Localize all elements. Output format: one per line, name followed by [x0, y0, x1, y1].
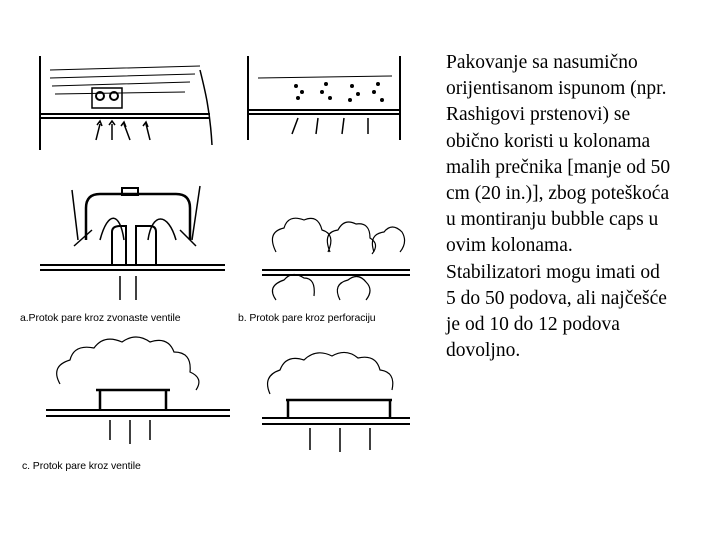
- sieve-plate-drawing: [262, 218, 410, 300]
- text-line: je od 10 do 12 podova: [446, 314, 620, 336]
- packing-section-left: [40, 56, 212, 150]
- text-line: dovoljno.: [446, 340, 521, 362]
- text-line: Stabilizatori mogu imati od: [446, 261, 660, 283]
- valve-tray-right-drawing: [262, 352, 410, 452]
- text-line: u montiranju bubble caps u: [446, 209, 659, 231]
- text-line: Pakovanje sa nasumično: [446, 52, 638, 73]
- caption-perforation: b. Protok pare kroz perforaciju: [238, 312, 376, 324]
- description-text: [446, 50, 714, 364]
- text-line: orijentisanom ispunom (npr.: [446, 78, 667, 100]
- text-line: Rashigovi prstenovi) se: [446, 104, 631, 126]
- caption-bubble-cap: a.Protok pare kroz zvonaste ventile: [20, 312, 181, 324]
- text-line: obično koristi u kolonama: [446, 130, 651, 152]
- text-line: 5 do 50 podova, ali najčešće: [446, 287, 667, 309]
- text-line: ovim kolonama.: [446, 235, 573, 257]
- bubble-cap-drawing: [40, 186, 225, 300]
- text-line: malih prečnika [manje od 50: [446, 156, 671, 178]
- caption-valves: c. Protok pare kroz ventile: [22, 460, 141, 472]
- text-line: cm (20 in.)], zbog poteškoća: [446, 183, 670, 205]
- valve-tray-left-drawing: [46, 337, 230, 444]
- packing-section-right: [248, 56, 400, 140]
